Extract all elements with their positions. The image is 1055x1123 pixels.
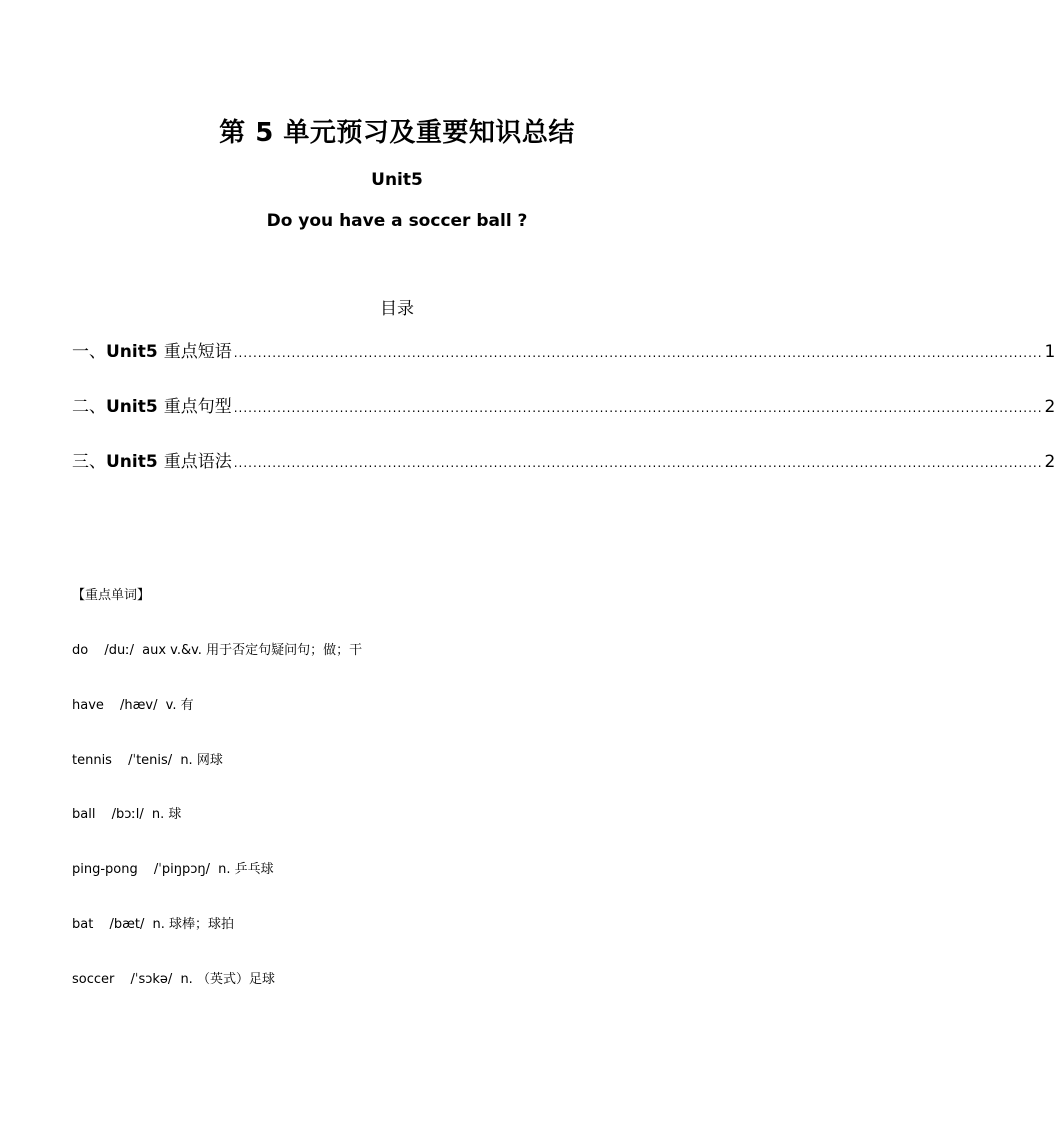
vocab-phonetic: /bæt/ <box>109 917 145 932</box>
vocabulary-item <box>72 913 234 932</box>
vocab-phonetic: /bɔːl/ <box>111 807 144 822</box>
vocab-phonetic: /ˈtenis/ <box>128 753 173 768</box>
vocab-word: have <box>72 698 104 713</box>
vocab-word: soccer <box>72 972 115 987</box>
vocab-meaning: n. （英式）足球 <box>180 972 275 987</box>
toc-entry-unit: Unit5 <box>106 452 158 472</box>
unit-subtitle: Do you have a soccer ball ? <box>266 211 528 231</box>
vocabulary-item <box>72 639 362 658</box>
toc-leader-dots: ........................................................................................................................................................................ <box>233 346 1043 360</box>
toc-entry-number: 一、 <box>72 342 106 362</box>
unit-heading: Unit5 <box>371 170 423 190</box>
vocab-phonetic: /hæv/ <box>120 698 158 713</box>
vocab-meaning: n. 乒乓球 <box>218 862 274 877</box>
toc-entry-page: 2 <box>1044 397 1055 417</box>
vocab-meaning: n. 球棒；球拍 <box>152 917 234 932</box>
document-title: 第 5 单元预习及重要知识总结 <box>219 118 575 148</box>
vocab-phonetic: /duː/ <box>104 643 134 658</box>
toc-entry-phrases[interactable] <box>72 337 1055 362</box>
vocab-meaning: n. 网球 <box>180 753 223 768</box>
toc-heading: 目录 <box>380 299 414 319</box>
vocab-phonetic: /ˈpiŋpɔŋ/ <box>153 862 210 877</box>
toc-entry-grammar[interactable] <box>72 447 1055 472</box>
vocabulary-heading: 【重点单词】 <box>72 588 151 603</box>
toc-entry-page: 2 <box>1044 452 1055 472</box>
vocab-word: ball <box>72 807 96 822</box>
toc-entry-unit: Unit5 <box>106 342 158 362</box>
vocab-word: bat <box>72 917 94 932</box>
toc-entry-label: 重点短语 <box>163 342 232 362</box>
vocab-word: tennis <box>72 753 112 768</box>
toc-entry-number: 二、 <box>72 397 106 417</box>
vocab-word: do <box>72 643 89 658</box>
vocab-word: ping-pong <box>72 862 138 877</box>
vocab-meaning: n. 球 <box>151 807 182 822</box>
toc-entry-unit: Unit5 <box>106 397 158 417</box>
toc-entry-page: 1 <box>1044 342 1055 362</box>
vocab-meaning: aux v.&v. 用于否定句疑问句；做；干 <box>142 643 363 658</box>
vocabulary-item <box>72 858 274 877</box>
toc-entry-number: 三、 <box>72 452 106 472</box>
vocab-phonetic: /ˈsɔkə/ <box>130 972 173 987</box>
vocabulary-item <box>72 694 194 713</box>
vocabulary-item <box>72 968 275 987</box>
toc-entry-label: 重点语法 <box>163 452 232 472</box>
toc-leader-dots: ........................................................................................................................................................................ <box>233 401 1043 415</box>
vocab-meaning: v. 有 <box>165 698 194 713</box>
vocabulary-item <box>72 749 223 768</box>
toc-entry-sentences[interactable] <box>72 392 1055 417</box>
toc-leader-dots: ........................................................................................................................................................................ <box>233 456 1043 470</box>
toc-entry-label: 重点句型 <box>163 397 232 417</box>
vocabulary-item <box>72 803 181 822</box>
